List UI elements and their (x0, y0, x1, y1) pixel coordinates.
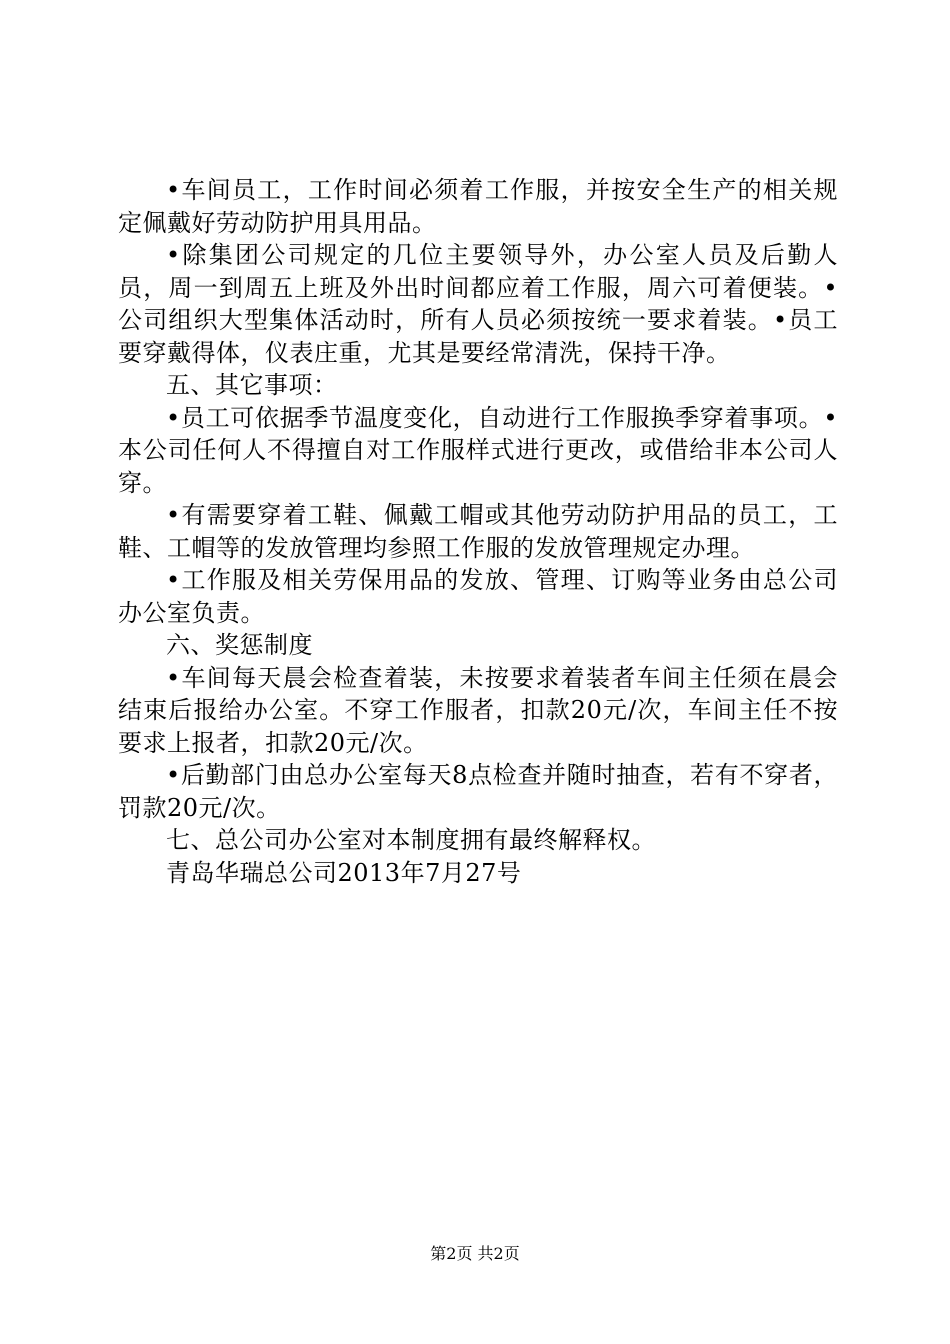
section-heading-rewards-penalties: 六、奖惩制度 (166, 631, 313, 659)
section-heading-other-matters: 五、其它事项： (166, 371, 338, 399)
signature-company-date: 青岛华瑞总公司2013年7月27号 (166, 858, 522, 887)
paragraph-interpretation-right: 七、总公司办公室对本制度拥有最终解释权。 (166, 826, 656, 854)
paragraph-seasonal-change: •员工可依据季节温度变化，自动进行工作服换季穿着事项。•本公司任何人不得擅自对工作服样式进行更改，或借给非本公司人穿。 (118, 403, 838, 497)
page-number-footer: 第2页 共2页 (430, 1244, 520, 1263)
paragraph-protective-gear: •有需要穿着工鞋、佩戴工帽或其他劳动防护用品的员工，工鞋、工帽等的发放管理均参照工作服的发放管理规定办理。 (118, 501, 838, 562)
paragraph-distribution-responsibility: •工作服及相关劳保用品的发放、管理、订购等业务由总公司办公室负责。 (118, 566, 838, 627)
document-body (118, 174, 838, 889)
paragraph-workshop-inspection: •车间每天晨会检查着装，未按要求着装者车间主任须在晨会结束后报给办公室。不穿工作服者，扣款20元/次，车间主任不按要求上报者，扣款20元/次。 (118, 663, 838, 757)
paragraph-office-uniform: •除集团公司规定的几位主要领导外，办公室人员及后勤人员，周一到周五上班及外出时间都应着工作服，周六可着便装。•公司组织大型集体活动时，所有人员必须按统一要求着装。•员工要穿戴得体，仪表庄重，尤其是要经常清洗，保持干净。 (118, 241, 838, 367)
paragraph-workshop-uniform: •车间员工，工作时间必须着工作服，并按安全生产的相关规定佩戴好劳动防护用具用品。 (118, 176, 838, 237)
paragraph-logistics-inspection: •后勤部门由总办公室每天8点检查并随时抽查，若有不穿者，罚款20元/次。 (118, 761, 838, 822)
